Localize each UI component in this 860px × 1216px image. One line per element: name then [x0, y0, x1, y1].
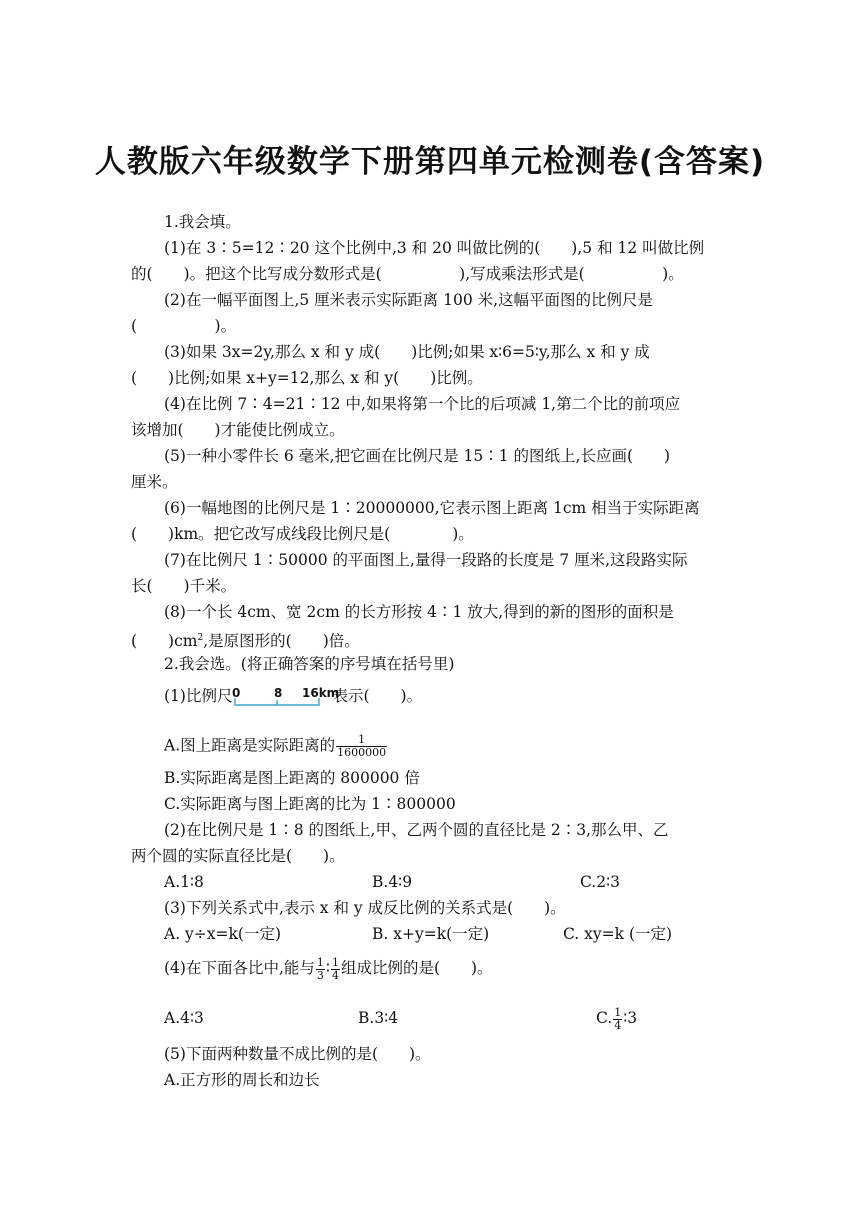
page-title: 人教版六年级数学下册第四单元检测卷(含答案) [94, 144, 766, 180]
fraction-numerator: 1 [331, 955, 339, 969]
s2-q2-line1: (2)在比例尺是 1∶8 的图纸上,甲、乙两个圆的直径比是 2∶3,那么甲、乙 [164, 821, 669, 839]
section1-heading: 1.我会填。 [164, 213, 241, 231]
s2-q5: (5)下面两种数量不成比例的是( )。 [164, 1045, 431, 1063]
s2-q3-option-a: A. y÷x=k(一定) [164, 925, 282, 943]
scale-bar-label-16km: 16km [302, 686, 340, 700]
fraction-1-1600000 [336, 734, 387, 759]
s2-q4-option-c-post: ∶3 [623, 1009, 638, 1027]
s1-q8-line2 [131, 628, 360, 651]
s1-q2-line2: ( )。 [131, 317, 237, 335]
scale-bar-diagram [232, 686, 340, 708]
s2-q2-line2: 两个圆的实际直径比是( )。 [131, 847, 345, 865]
s2-q2-option-b: B.4∶9 [372, 873, 413, 891]
s2-q4-option-c-pre: C. [596, 1009, 613, 1027]
fraction-denominator: 1600000 [337, 746, 387, 759]
s2-q1-pre: (1)比例尺 [164, 687, 233, 705]
scale-bar-label-8: 8 [274, 686, 283, 700]
s2-q4 [164, 954, 493, 982]
s2-q4-post: 组成比例的是( )。 [340, 959, 493, 977]
s1-q7-line1: (7)在比例尺 1∶50000 的平面图上,量得一段路的长度是 7 厘米,这段路实际 [164, 551, 688, 569]
s1-q7-line2: 长( )千米。 [131, 577, 237, 595]
scale-bar-svg [232, 686, 340, 710]
fraction-numerator: 1 [316, 955, 324, 969]
s2-q1-option-a-text: A.图上距离是实际距离的 [164, 736, 336, 755]
s1-q6-line2: ( )km。把它改写成线段比例尺是( )。 [131, 525, 474, 543]
s1-q8-post: ,是原图形的( )倍。 [203, 632, 360, 651]
s1-q1-line1: (1)在 3∶5=12∶20 这个比例中,3 和 20 叫做比例的( ),5 和 12 叫做比例 [164, 239, 705, 257]
s1-q5-line2: 厘米。 [131, 473, 178, 491]
s2-q1-post: 表示( )。 [332, 687, 423, 705]
s2-q1-option-c: C.实际距离与图上距离的比为 1∶800000 [164, 795, 456, 813]
s2-q4-pre: (4)在下面各比中,能与 [164, 959, 315, 977]
s1-q8-superscript: 2 [197, 633, 204, 643]
s1-q3-line1: (3)如果 3x=2y,那么 x 和 y 成( )比例;如果 x∶6=5∶y,那么 x 和 y 成 [164, 343, 650, 361]
s2-q4-option-a: A.4∶3 [164, 1009, 204, 1027]
s1-q5-line1: (5)一种小零件长 6 毫米,把它画在比例尺是 15∶1 的图纸上,长应画( ) [164, 447, 671, 465]
s2-q1-option-a [164, 734, 388, 759]
fraction-denominator: 4 [614, 1018, 622, 1032]
ratio-colon: ∶ [325, 959, 330, 977]
s2-q1 [164, 684, 422, 708]
fraction-denominator: 3 [316, 968, 324, 982]
scale-bar-label-0: 0 [232, 686, 241, 700]
s1-q3-line2: ( )比例;如果 x+y=12,那么 x 和 y( )比例。 [131, 369, 483, 387]
s2-q5-option-a: A.正方形的周长和边长 [164, 1071, 320, 1089]
s1-q1-line2: 的( )。把这个比写成分数形式是( ),写成乘法形式是( )。 [131, 265, 684, 283]
s2-q2-option-c: C.2∶3 [580, 873, 620, 891]
fraction-denominator: 4 [331, 968, 339, 982]
s2-q3-option-c: C. xy=k (一定) [563, 925, 673, 943]
s1-q2-line1: (2)在一幅平面图上,5 厘米表示实际距离 100 米,这幅平面图的比例尺是 [164, 291, 654, 309]
fraction-1-4-option [613, 1007, 622, 1032]
s1-q6-line1: (6)一幅地图的比例尺是 1∶20000000,它表示图上距离 1cm 相当于实际距离 [164, 499, 700, 517]
s1-q4-line2: 该增加( )才能使比例成立。 [131, 421, 345, 439]
s2-q3-option-b: B. x+y=k(一定) [372, 925, 490, 943]
s2-q4-option-c [596, 1004, 637, 1032]
fraction-1-3 [316, 957, 325, 982]
s2-q2-option-a: A.1∶8 [164, 873, 204, 891]
fraction-numerator: 1 [336, 734, 387, 747]
section2-heading: 2.我会选。(将正确答案的序号填在括号里) [164, 655, 455, 673]
fraction-1-4 [331, 957, 340, 982]
fraction-numerator: 1 [614, 1005, 622, 1019]
s1-q8-pre: ( )cm [131, 632, 198, 651]
s2-q3: (3)下列关系式中,表示 x 和 y 成反比例的关系式是( )。 [164, 899, 566, 917]
s2-q1-option-b: B.实际距离是图上距离的 800000 倍 [164, 769, 420, 787]
s1-q4-line1: (4)在比例 7∶4=21∶12 中,如果将第一个比的后项减 1,第二个比的前项应 [164, 395, 681, 413]
s2-q4-option-b: B.3∶4 [358, 1009, 399, 1027]
s1-q8-line1: (8)一个长 4cm、宽 2cm 的长方形按 4∶1 放大,得到的新的图形的面积是 [164, 603, 674, 621]
